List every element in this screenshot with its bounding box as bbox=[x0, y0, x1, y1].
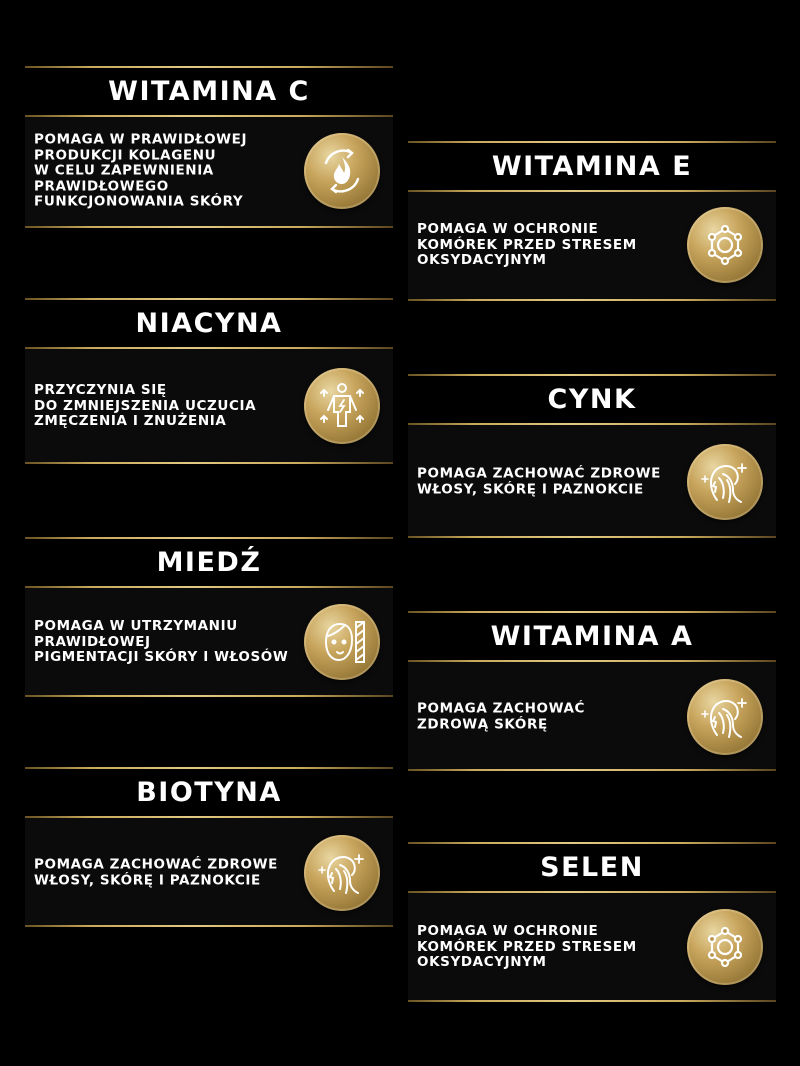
card-title: SELEN bbox=[540, 852, 644, 883]
hair-sparkle-icon bbox=[687, 679, 763, 755]
card-title: BIOTYNA bbox=[136, 777, 282, 808]
hair-sparkle-icon bbox=[687, 444, 763, 520]
card-miedz bbox=[25, 537, 393, 697]
card-title: CYNK bbox=[547, 384, 637, 415]
card-biotyna bbox=[25, 767, 393, 927]
card-cynk bbox=[408, 374, 776, 538]
card-niacyna bbox=[25, 298, 393, 464]
face-pigment-icon bbox=[304, 604, 380, 680]
card-title: NIACYNA bbox=[135, 308, 283, 339]
card-description: POMAGA W OCHRONIE KOMÓREK PRZED STRESEM OKSYDACYJNYM bbox=[417, 220, 637, 268]
molecule-icon bbox=[687, 909, 763, 985]
card-witamina-e bbox=[408, 141, 776, 301]
hair-sparkle-icon bbox=[304, 835, 380, 911]
card-description: POMAGA ZACHOWAĆ ZDROWĄ SKÓRĘ bbox=[417, 700, 586, 732]
card-title: WITAMINA A bbox=[490, 621, 694, 652]
card-description: POMAGA W PRAWIDŁOWEJ PRODUKCJI KOLAGENU W CELU ZAPEWNIENIA PRAWIDŁOWEGO FUNKCJONOWANIA SKÓRY bbox=[34, 131, 248, 210]
energy-person-icon bbox=[304, 368, 380, 444]
card-witamina-a bbox=[408, 611, 776, 771]
card-selen bbox=[408, 842, 776, 1002]
flame-cycle-icon bbox=[304, 133, 380, 209]
card-witamina-c bbox=[25, 66, 393, 228]
card-title: WITAMINA C bbox=[108, 76, 310, 107]
card-description: POMAGA ZACHOWAĆ ZDROWE WŁOSY, SKÓRĘ I PAZNOKCIE bbox=[417, 465, 661, 497]
card-title: WITAMINA E bbox=[491, 151, 693, 182]
card-description: POMAGA W UTRZYMANIU PRAWIDŁOWEJ PIGMENTACJI SKÓRY I WŁOSÓW bbox=[34, 617, 289, 665]
card-title: MIEDŹ bbox=[156, 547, 262, 578]
card-description: POMAGA ZACHOWAĆ ZDROWE WŁOSY, SKÓRĘ I PAZNOKCIE bbox=[34, 856, 278, 888]
molecule-icon bbox=[687, 207, 763, 283]
card-description: POMAGA W OCHRONIE KOMÓREK PRZED STRESEM OKSYDACYJNYM bbox=[417, 922, 637, 970]
card-description: PRZYCZYNIA SIĘ DO ZMNIEJSZENIA UCZUCIA ZMĘCZENIA I ZNUŻENIA bbox=[34, 381, 257, 429]
